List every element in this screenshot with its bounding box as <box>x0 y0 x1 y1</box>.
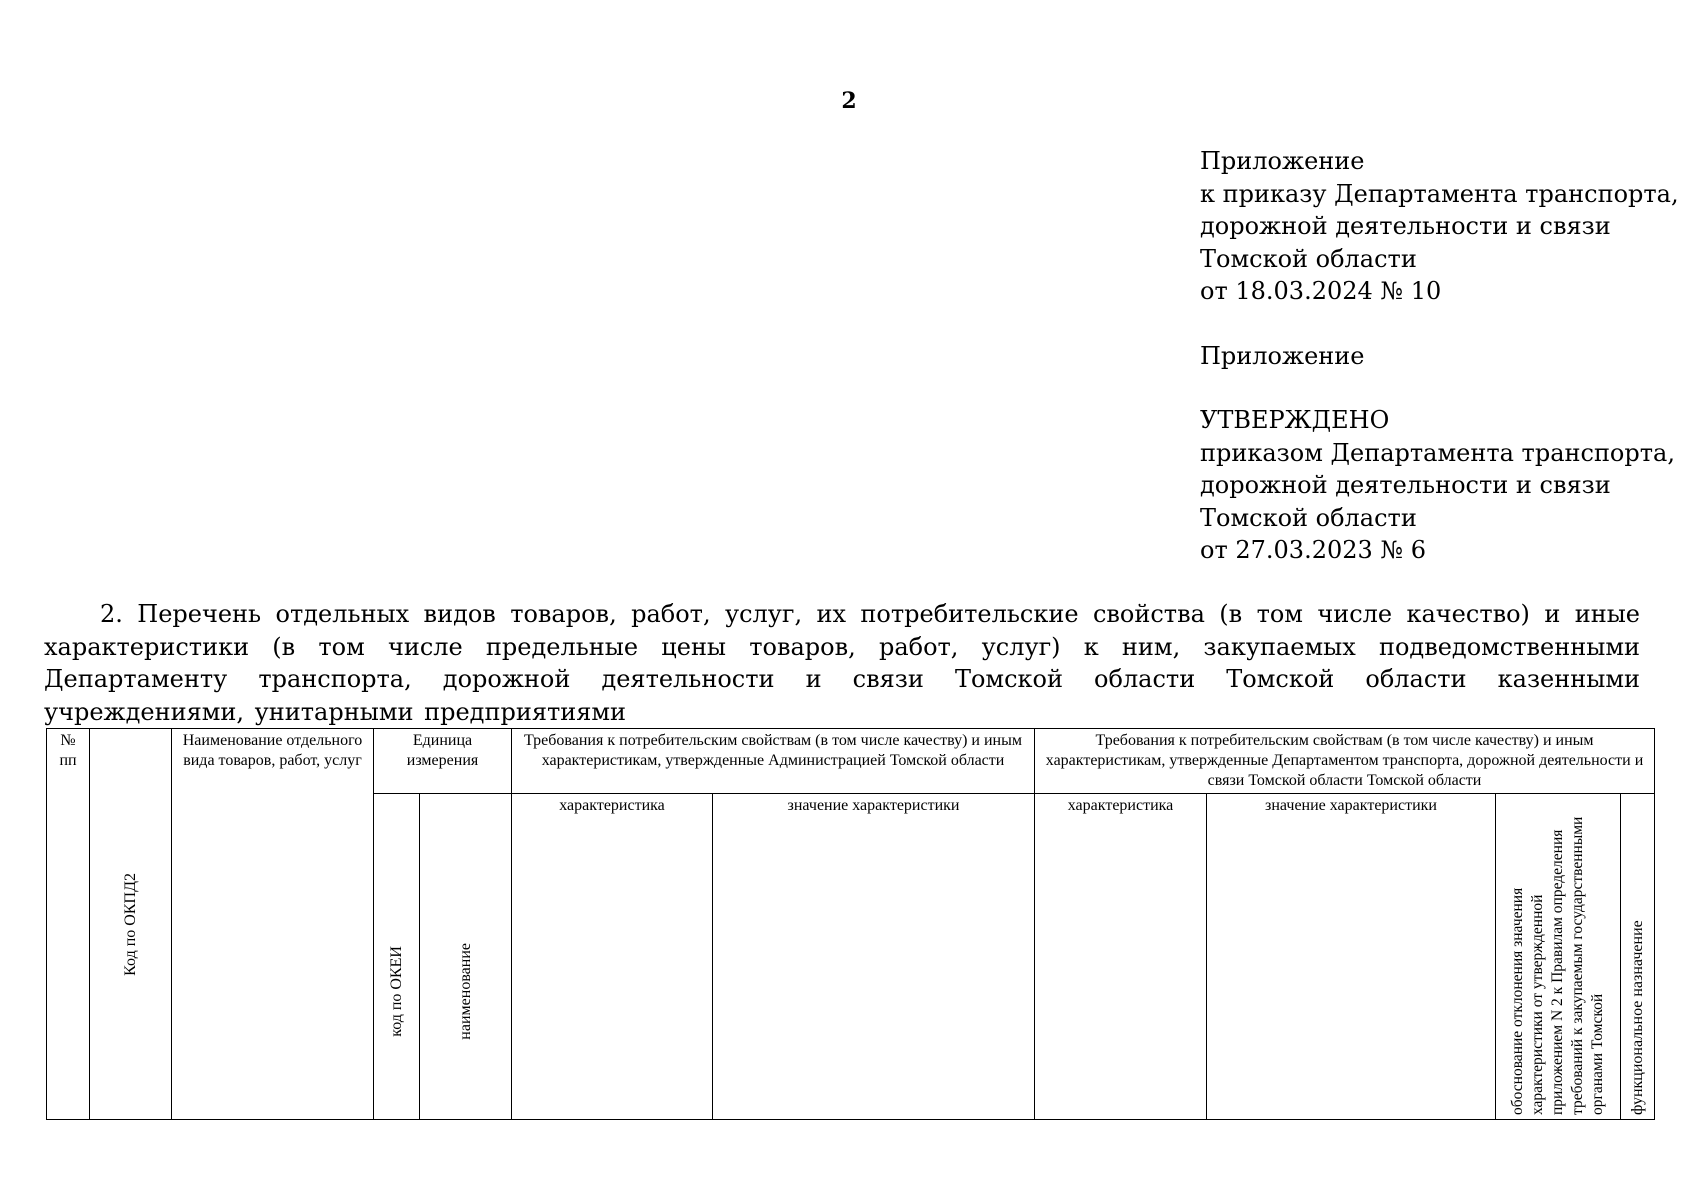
spacer <box>1200 308 1660 340</box>
col-okpd-label: Код по ОКПД2 <box>121 872 139 976</box>
col-req-dept-value-header: значение характеристики <box>1207 794 1496 1120</box>
col-okpd-header <box>90 729 172 1120</box>
spacer <box>1200 372 1660 404</box>
col-req-dept-header: Требования к потребительским свойствам (в том числе качеству) и иным характеристикам, утвержденные Департаментом транспорта, дорожной деятельности и связи Томской области Томской области <box>1035 729 1655 794</box>
col-item-name-header: Наименование отдельного вида товаров, работ, услуг <box>172 729 374 1120</box>
col-unit-code-label: код по ОКЕИ <box>387 946 405 1037</box>
appendix-order-line-3: Томской области <box>1200 244 1417 273</box>
requirements-table <box>46 728 1655 1120</box>
col-function-header <box>1621 794 1655 1120</box>
col-req-admin-header: Требования к потребительским свойствам (в том числе качеству) и иным характеристикам, утвержденные Администрацией Томской области <box>512 729 1035 794</box>
table-header-row <box>47 729 1655 794</box>
col-unit-name-header <box>420 794 512 1120</box>
col-justification-label: обоснование отклонения значения характеристики от утвержденной приложением N 2 к Правилам определения требований к закупаемым государственными органами Томской <box>1509 816 1607 1115</box>
col-req-admin-value-header: значение характеристики <box>713 794 1035 1120</box>
col-number-header: № пп <box>47 729 90 1120</box>
col-justification-header <box>1496 794 1621 1120</box>
appendix-title: Приложение <box>1200 147 1365 175</box>
col-req-dept-char-header: характеристика <box>1035 794 1207 1120</box>
col-unit-header: Единица измерения <box>374 729 512 794</box>
appendix-order-line-2: дорожной деятельности и связи <box>1200 212 1611 240</box>
col-unit-name-label: наименование <box>456 943 474 1040</box>
appendix-order-line-1: к приказу Департамента транспорта, <box>1200 179 1679 208</box>
appendix-order-date: от 18.03.2024 № 10 <box>1200 277 1442 305</box>
col-unit-code-header <box>374 794 420 1120</box>
approved-title: УТВЕРЖДЕНО <box>1200 406 1390 434</box>
approved-order-line-1: приказом Департамента транспорта, <box>1200 438 1675 467</box>
approved-order-date: от 27.03.2023 № 6 <box>1200 536 1427 564</box>
approval-block <box>1200 145 1679 567</box>
approved-order-line-2: дорожной деятельности и связи <box>1200 471 1611 499</box>
second-appendix-title: Приложение <box>1200 341 1365 370</box>
approved-order-line-3: Томской области <box>1200 503 1417 532</box>
col-function-label: функциональное назначение <box>1628 920 1646 1115</box>
page-number: 2 <box>841 88 857 114</box>
col-req-admin-char-header: характеристика <box>512 794 713 1120</box>
intro-paragraph: 2. Перечень отдельных видов товаров, работ, услуг, их потребительские свойства (в том числе качество) и иные характеристики (в том числе предельные цены товаров, работ, услуг) к ним, закупаемых подведомственными Департаменту транспорта, дорожной деятельности и связи Томской области Томской области казенными учреждениями, унитарными предприятиями <box>44 600 1640 726</box>
